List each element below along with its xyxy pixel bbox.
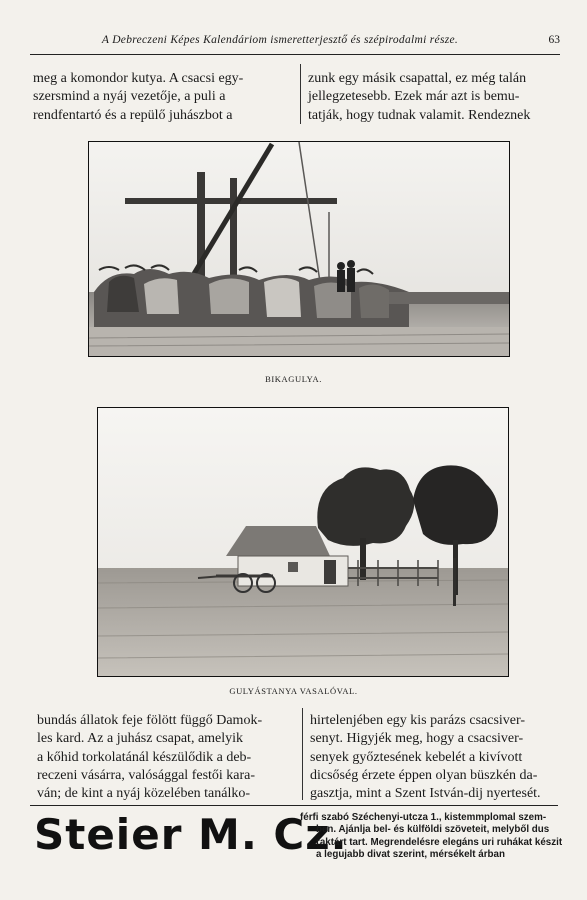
advert-logo: Steier M. Cz. <box>34 810 348 859</box>
column-divider <box>302 708 303 800</box>
text-line <box>310 767 560 785</box>
text-column-bottom-left <box>37 712 296 803</box>
advert-line: férfi szabó Széchenyi-utcza 1., kistemmplomal szem- <box>300 812 547 823</box>
text-line <box>310 730 560 748</box>
text-line <box>37 767 296 785</box>
text-line-content: meg a komondor kutya. A csacsi egy- <box>33 71 244 86</box>
text-line <box>308 107 558 125</box>
photo-cattle-herd <box>88 141 510 357</box>
advert-line: a legujabb divat szerint, mérsékelt árban <box>316 849 505 861</box>
page-number: 63 <box>548 34 560 46</box>
header-rule <box>30 54 560 55</box>
advert-line: ben. Ajánlja bel- és külföldi szöveteit, melyből dus <box>316 824 550 836</box>
advert-line: raktárt tart. Megrendelésre elegáns uri ruhákat készit <box>316 836 563 848</box>
text-line <box>37 749 296 767</box>
text-line <box>37 730 296 748</box>
advert-text <box>300 812 562 862</box>
text-line <box>37 712 296 730</box>
photo-caption: BIKAGULYA. <box>265 374 322 384</box>
text-column-bottom-right <box>310 712 560 803</box>
text-line-content: tatják, hogy tudnak valamit. Rendeznek <box>308 107 531 123</box>
text-line-content: senyek győztesének kebelét a kivívott <box>310 749 523 765</box>
text-line-content: gasztja, mint a Szent István-dij nyertesét. <box>310 786 541 802</box>
photo-farmstead <box>97 407 509 677</box>
text-line-content: rendfentartó és a repülő juhászbot a <box>33 107 233 123</box>
advert-rule <box>30 805 558 806</box>
text-line-content: les kard. Az a juhász csapat, amelyik <box>37 731 244 747</box>
text-line-content: ván; de kint a nyáj közelében tanálko- <box>37 786 251 802</box>
page-header <box>30 30 560 52</box>
text-line <box>308 88 558 106</box>
text-line <box>33 107 293 125</box>
photo-farmstead-image <box>98 408 508 676</box>
photo-caption: GULYÁSTANYA VASALÓVAL. <box>229 686 358 696</box>
text-line-content: szersmind a nyáj vezetője, a puli a <box>33 89 226 105</box>
text-line-content: bundás állatok feje fölött függő Damok- <box>37 713 263 728</box>
text-line <box>33 88 293 106</box>
text-line-content: senyt. Higyjék meg, hogy a csacsiver- <box>310 731 524 747</box>
text-line <box>33 70 293 88</box>
text-column-top-left <box>33 70 293 125</box>
photo-cattle-herd-image <box>89 142 509 356</box>
text-line <box>37 785 296 803</box>
text-line <box>310 749 560 767</box>
text-line-content: hirtelenjében egy kis parázs csacsiver- <box>310 713 526 728</box>
column-divider <box>300 64 301 124</box>
text-column-top-right <box>308 70 558 125</box>
text-line <box>308 70 558 88</box>
text-line-content: a kőhid torkolatánál készülődik a deb- <box>37 749 252 765</box>
text-line-content: dicsőség érzete éppen olyan büszkén da- <box>310 767 538 783</box>
text-line <box>310 712 560 730</box>
text-line-content: jellegzetesebb. Ezek már azt is bemu- <box>308 89 520 105</box>
text-line-content: zunk egy másik csapattal, ez még talán <box>308 71 527 86</box>
text-line-content: reczeni vásárra, valósággal festői kara- <box>37 767 256 783</box>
text-line <box>310 785 560 803</box>
running-title: A Debreczeni Képes Kalendáriom ismeretterjesztő és szépirodalmi része. <box>101 34 459 46</box>
